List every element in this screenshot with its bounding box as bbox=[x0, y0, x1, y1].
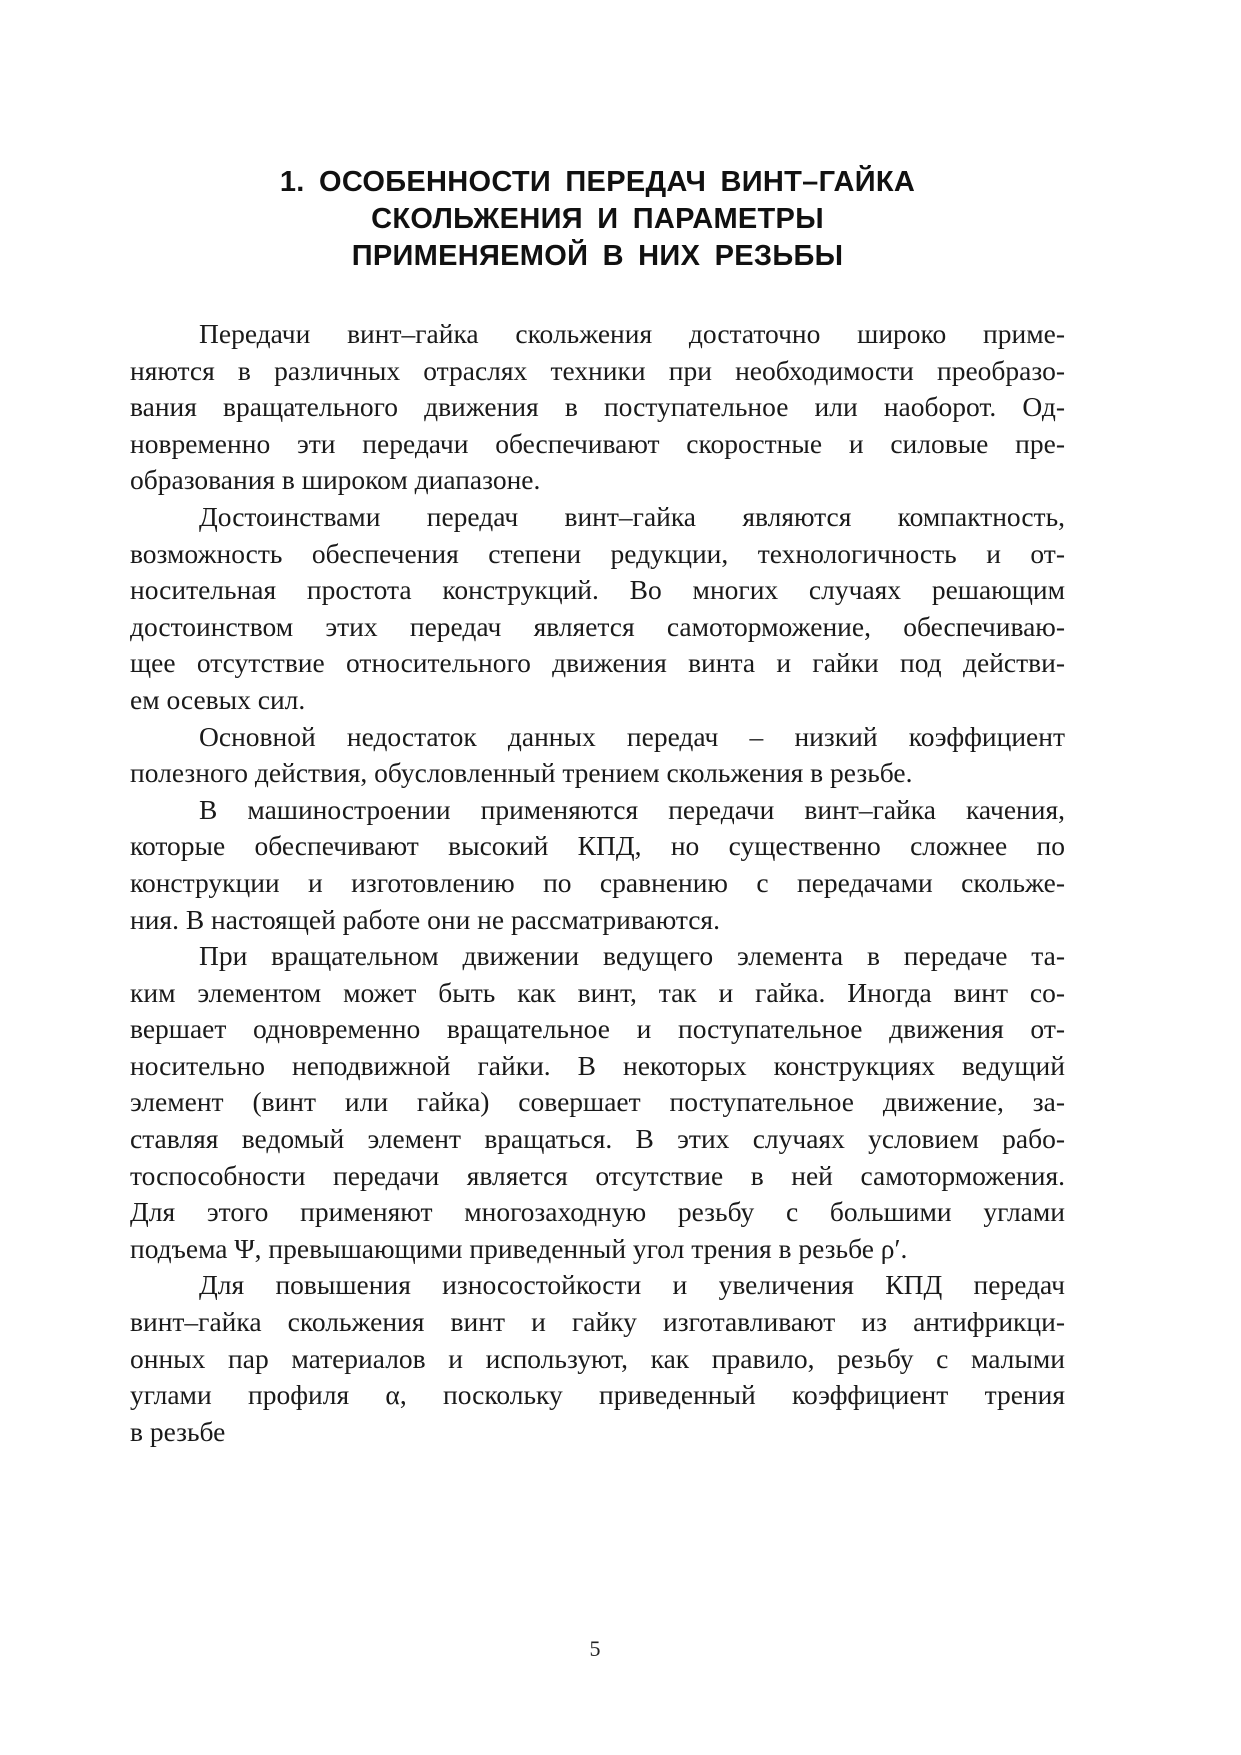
body-text bbox=[130, 316, 1065, 1450]
heading-line-3: ПРИМЕНЯЕМОЙ В НИХ РЕЗЬБЫ bbox=[351, 240, 844, 272]
paragraph-line: щее отсутствие относительного движения винта и гайки под действи- bbox=[130, 647, 1065, 679]
paragraph-line: Достоинствами передач винт–гайка являются компактность, bbox=[199, 500, 1065, 532]
paragraph bbox=[130, 938, 1065, 1267]
paragraph-line: винт–гайка скольжения винт и гайку изготавливают из антифрикци- bbox=[130, 1306, 1065, 1338]
paragraph-line: углами профиля α, поскольку приведенный коэффициент трения bbox=[130, 1379, 1065, 1411]
paragraph-line: образования в широком диапазоне. bbox=[130, 464, 541, 496]
heading-line-2: СКОЛЬЖЕНИЯ И ПАРАМЕТРЫ bbox=[371, 203, 824, 235]
paragraph-line: Для повышения износостойкости и увеличения КПД передач bbox=[199, 1269, 1065, 1301]
paragraph bbox=[130, 719, 1065, 792]
paragraph-line: вершает одновременно вращательное и поступательное движения от- bbox=[130, 1013, 1065, 1045]
paragraph-line: Передачи винт–гайка скольжения достаточно широко приме- bbox=[199, 318, 1065, 349]
paragraph-line: достоинством этих передач является самоторможение, обеспечиваю- bbox=[130, 610, 1065, 642]
paragraph-line: полезного действия, обусловленный трением скольжения в резьбе. bbox=[130, 757, 913, 789]
paragraph-line: В машиностроении применяются передачи винт–гайка качения, bbox=[199, 793, 1065, 825]
paragraph-line: онных пар материалов и используют, как правило, резьбу с малыми bbox=[130, 1342, 1065, 1374]
paragraph-line: При вращательном движении ведущего элемента в передаче та- bbox=[199, 940, 1065, 972]
paragraph bbox=[130, 316, 1065, 499]
paragraph-line: в резьбе bbox=[130, 1415, 226, 1447]
paragraph bbox=[130, 499, 1065, 719]
page-number: 5 bbox=[589, 1636, 601, 1661]
paragraph-line: ния. В настоящей работе они не рассматриваются. bbox=[130, 903, 720, 935]
paragraph-line: которые обеспечивают высокий КПД, но существенно сложнее по bbox=[130, 830, 1065, 862]
paragraph-line: ставляя ведомый элемент вращаться. В этих случаях условием рабо- bbox=[130, 1123, 1065, 1155]
paragraph bbox=[130, 792, 1065, 938]
paragraph-line: новременно эти передачи обеспечивают скоростные и силовые пре- bbox=[130, 427, 1065, 459]
paragraph-line: подъема Ψ, превышающими приведенный угол трения в резьбе ρ′. bbox=[130, 1232, 908, 1264]
paragraph bbox=[130, 1267, 1065, 1450]
paragraph-line: конструкции и изготовлению по сравнению с передачами скольже- bbox=[130, 866, 1065, 898]
paragraph-line: тоспособности передачи является отсутствие в ней самоторможения. bbox=[130, 1159, 1065, 1191]
paragraph-line: Для этого применяют многозаходную резьбу с большими углами bbox=[130, 1196, 1065, 1228]
paragraph-line: носительная простота конструкций. Во многих случаях решающим bbox=[130, 574, 1065, 606]
section-heading bbox=[130, 164, 1065, 275]
paragraph-line: возможность обеспечения степени редукции, технологичность и от- bbox=[130, 537, 1065, 569]
paragraph-line: носительно неподвижной гайки. В некоторых конструкциях ведущий bbox=[130, 1049, 1065, 1081]
paragraph-line: ем осевых сил. bbox=[130, 683, 306, 715]
paragraph-line: элемент (винт или гайка) совершает поступательное движение, за- bbox=[130, 1086, 1065, 1118]
paragraph-line: Основной недостаток данных передач – низкий коэффициент bbox=[199, 720, 1065, 752]
heading-line-1: 1. ОСОБЕННОСТИ ПЕРЕДАЧ ВИНТ–ГАЙКА bbox=[279, 166, 916, 198]
paragraph-line: вания вращательного движения в поступательное или наоборот. Од- bbox=[130, 391, 1065, 423]
paragraph-line: няются в различных отраслях техники при необходимости преобразо- bbox=[130, 354, 1065, 386]
paragraph-line: ким элементом может быть как винт, так и гайка. Иногда винт со- bbox=[130, 976, 1065, 1008]
